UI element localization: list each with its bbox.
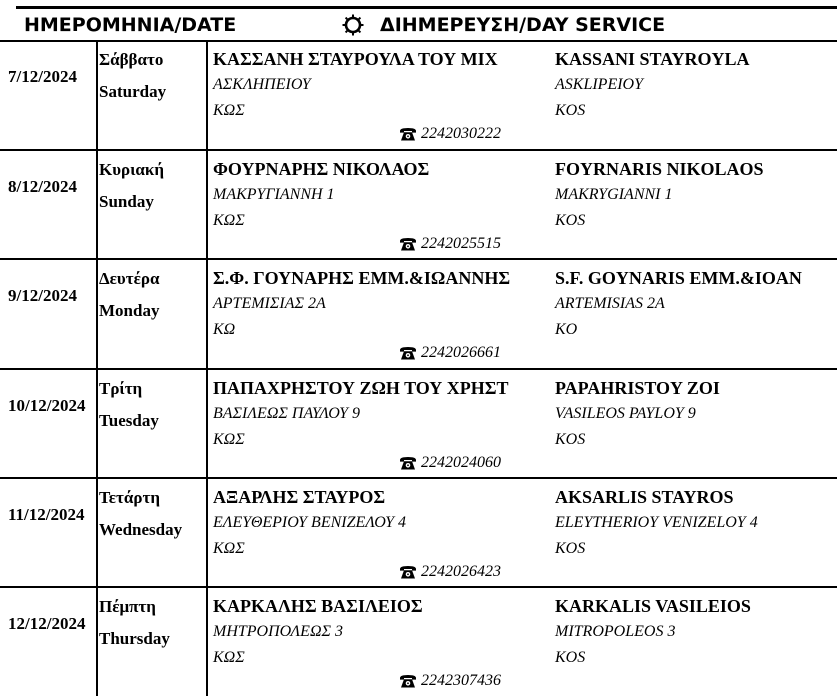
date: 11/12/2024: [8, 505, 85, 524]
phone: [399, 454, 501, 472]
street-greek: ΑΡΤΕΜΙΣΙΑΣ 2Α: [213, 295, 326, 312]
date: 12/12/2024: [8, 614, 86, 633]
pharmacy-name-greek: ΚΑΣΣΑΝΗ ΣΤΑΥΡΟΥΛΑ ΤΟΥ ΜΙΧ: [213, 49, 498, 69]
schedule-row: [0, 151, 837, 261]
telephone-icon: [399, 456, 417, 470]
day-english: Sunday: [99, 192, 154, 211]
phone-number: 2242307436: [421, 672, 501, 689]
schedule-row: [0, 41, 837, 151]
day-english: Wednesday: [99, 520, 183, 539]
city-greek: ΚΩΣ: [213, 212, 245, 229]
day-greek: Τρίτη: [99, 379, 143, 398]
city-greek: ΚΩΣ: [213, 649, 245, 666]
pharmacy-name-greek: Σ.Φ. ΓΟΥΝΑΡΗΣ ΕΜΜ.&ΙΩΑΝΝΗΣ: [213, 268, 511, 288]
telephone-icon: [399, 346, 417, 360]
pharmacy-name-english: AKSARLIS STAYROS: [555, 487, 734, 507]
schedule-row: [0, 588, 837, 698]
day-greek: Σάββατο: [99, 50, 164, 69]
phone: [399, 235, 501, 253]
service-header-label: ΔΙΗΜΕΡΕΥΣΗ/DAY SERVICE: [380, 14, 666, 36]
pharmacy-name-greek: ΚΑΡΚΑΛΗΣ ΒΑΣΙΛΕΙΟΣ: [213, 596, 423, 616]
street-english: ASKLIPEIOY: [555, 76, 643, 93]
day-greek: Κυριακή: [99, 160, 164, 179]
city-english: KOS: [555, 102, 586, 119]
pharmacy-name-greek: ΦΟΥΡΝΑΡΗΣ ΝΙΚΟΛΑΟΣ: [213, 159, 430, 179]
day-english: Saturday: [99, 82, 167, 101]
telephone-icon: [399, 237, 417, 251]
day-english: Thursday: [99, 629, 170, 648]
phone: [399, 125, 501, 143]
street-english: ELEYTHERIOY VENIZELOY 4: [555, 514, 758, 531]
day-greek: Πέμπτη: [99, 597, 156, 616]
schedule-row: [0, 260, 837, 370]
street-english: ARTEMISIAS 2A: [555, 295, 665, 312]
pharmacy-name-english: FOYRNARIS NIKOLAOS: [555, 159, 764, 179]
phone: [399, 672, 501, 690]
pharmacy-name-greek: ΠΑΠΑΧΡΗΣΤΟΥ ΖΩΗ ΤΟΥ ΧΡΗΣΤ: [213, 378, 509, 398]
date: 7/12/2024: [8, 67, 77, 86]
city-english: KO: [555, 321, 578, 338]
date: 8/12/2024: [8, 177, 77, 196]
day-greek: Τετάρτη: [99, 488, 160, 507]
street-greek: ΒΑΣΙΛΕΩΣ ΠΑΥΛΟΥ 9: [213, 405, 361, 422]
date-column-header: ΗΜΕΡΟΜΗΝΙΑ/DATE: [24, 14, 237, 36]
street-greek: ΜΑΚΡΥΓΙΑΝΝΗ 1: [213, 186, 335, 203]
city-greek: ΚΩΣ: [213, 431, 245, 448]
street-greek: ΕΛΕΥΘΕΡΙΟΥ ΒΕΝΙΖΕΛΟΥ 4: [213, 514, 407, 531]
city-greek: ΚΩΣ: [213, 540, 245, 557]
street-english: MAKRYGIANNI 1: [555, 186, 673, 203]
city-english: KOS: [555, 540, 586, 557]
street-english: VASILEOS PAYLOY 9: [555, 405, 696, 422]
pharmacy-name-english: S.F. GOYNARIS EMM.&IOAN: [555, 268, 802, 288]
telephone-icon: [399, 127, 417, 141]
phone-number: 2242030222: [421, 125, 501, 142]
city-english: KOS: [555, 212, 586, 229]
day-english: Monday: [99, 301, 160, 320]
pharmacy-name-english: KARKALIS VASILEIOS: [555, 596, 751, 616]
phone-number: 2242026661: [421, 344, 501, 361]
pharmacy-name-english: KASSANI STAYROYLA: [555, 49, 750, 69]
service-column-header: [342, 14, 665, 36]
phone-number: 2242024060: [421, 454, 501, 471]
schedule-row: [0, 370, 837, 480]
schedule-row: [0, 479, 837, 589]
street-greek: ΜΗΤΡΟΠΟΛΕΩΣ 3: [213, 623, 344, 640]
table-header: [16, 9, 837, 41]
street-english: MITROPOLEOS 3: [555, 623, 676, 640]
pharmacy-name-greek: ΑΞΑΡΛΗΣ ΣΤΑΥΡΟΣ: [213, 487, 386, 507]
phone-number: 2242025515: [421, 235, 501, 252]
date: 10/12/2024: [8, 396, 86, 415]
city-greek: ΚΩ: [213, 321, 236, 338]
city-greek: ΚΩΣ: [213, 102, 245, 119]
date: 9/12/2024: [8, 286, 77, 305]
day-greek: Δευτέρα: [99, 269, 160, 288]
telephone-icon: [399, 674, 417, 688]
city-english: KOS: [555, 431, 586, 448]
pharmacy-name-english: PAPAHRISTOY ZOI: [555, 378, 720, 398]
sun-icon: [342, 14, 364, 36]
city-english: KOS: [555, 649, 586, 666]
telephone-icon: [399, 565, 417, 579]
phone: [399, 563, 501, 581]
day-english: Tuesday: [99, 411, 159, 430]
street-greek: ΑΣΚΛΗΠΕΙΟΥ: [213, 76, 311, 93]
phone: [399, 344, 501, 362]
phone-number: 2242026423: [421, 563, 501, 580]
